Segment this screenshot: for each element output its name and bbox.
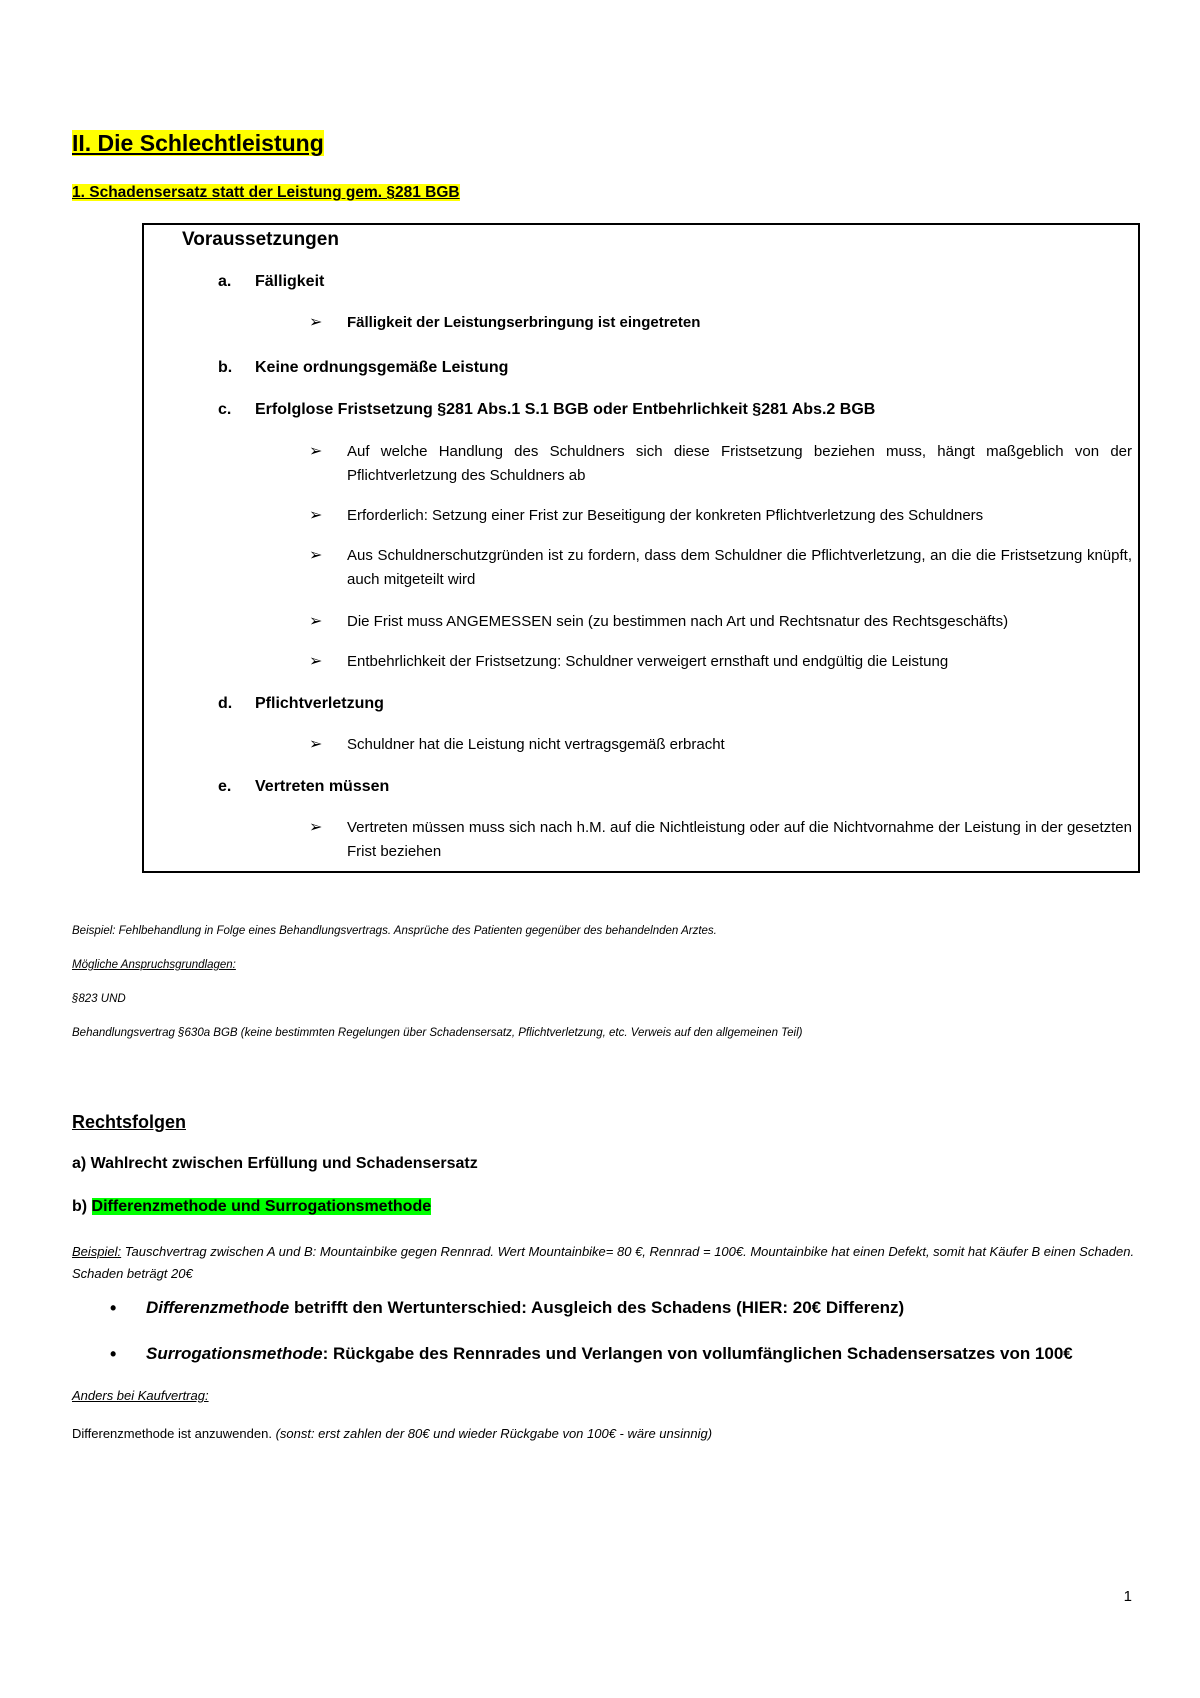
bullet-vertreten: ➢ Vertreten müssen muss sich nach h.M. auf die Nichtleistung oder auf die Nichtvornahme der Leistung in der gesetzten Frist beziehen <box>310 816 1132 864</box>
arrow-bullet-icon: ➢ <box>309 819 323 836</box>
page-number: 1 <box>1123 1588 1132 1605</box>
arrow-bullet-icon: ➢ <box>309 736 323 753</box>
label-d: Pflichtverletzung <box>255 695 384 712</box>
rechtsfolge-a: a) Wahlrecht zwischen Erfüllung und Schadensersatz <box>72 1155 478 1172</box>
bullet-dot-icon: • <box>110 1298 117 1318</box>
bullet-erforderlich: ➢ Erforderlich: Setzung einer Frist zur Beseitigung der konkreten Pflichtverletzung des Schuldners <box>310 504 1132 528</box>
bullet-vertragsgemaess: ➢ Schuldner hat die Leistung nicht vertragsgemäß erbracht <box>310 733 1132 757</box>
arrow-bullet-icon: ➢ <box>309 613 323 630</box>
marker-e: e. <box>218 778 232 795</box>
bullet-faelligkeit: ➢ Fälligkeit der Leistungserbringung ist eingetreten <box>310 311 1132 335</box>
bullet-angemessen: ➢ Die Frist muss ANGEMESSEN sein (zu bestimmen nach Art und Rechtsnatur des Rechtsgeschäfts) <box>310 610 1132 634</box>
grounds-label: Mögliche Anspruchsgrundlagen: <box>72 959 236 971</box>
arrow-bullet-icon: ➢ <box>309 314 323 331</box>
bullet-dot-icon: • <box>110 1344 117 1364</box>
marker-d: d. <box>218 695 233 712</box>
arrow-bullet-icon: ➢ <box>309 653 323 670</box>
marker-a: a. <box>218 273 232 290</box>
marker-c: c. <box>218 401 232 418</box>
ground-823: §823 UND <box>72 993 126 1005</box>
arrow-bullet-icon: ➢ <box>309 547 323 564</box>
label-b: Keine ordnungsgemäße Leistung <box>255 359 509 376</box>
label-a: Fälligkeit <box>255 273 325 290</box>
kaufvertrag-label: Anders bei Kaufvertrag: <box>72 1388 209 1403</box>
tausch-example: Beispiel: Tauschvertrag zwischen A und B: Mountainbike gegen Rennrad. Wert Mountainbike= 80 €, Rennrad = 100€. Mountainbike hat einen Defekt, somit hat Käufer B einen Schaden. Schaden beträgt 20€ <box>72 1244 1135 1281</box>
differenzmethode-line: Differenzmethode betrifft den Wertunterschied: Ausgleich des Schadens (HIER: 20€ Differenz) <box>146 1298 905 1317</box>
label-e: Vertreten müssen <box>255 778 390 795</box>
box-title: Voraussetzungen <box>182 229 339 250</box>
example-text: Beispiel: Fehlbehandlung in Folge eines Behandlungsvertrags. Ansprüche des Patienten gegenüber des behandelnden Arztes. <box>72 925 717 937</box>
page-heading: II. Die Schlechtleistung <box>72 130 324 156</box>
marker-b: b. <box>218 359 233 376</box>
rechtsfolge-b: b) Differenzmethode und Surrogationsmethode <box>72 1198 432 1215</box>
surrogationsmethode-line: Surrogationsmethode: Rückgabe des Rennrades und Verlangen von vollumfänglichen Schadensersatzes von 100€ <box>146 1344 1073 1363</box>
bullet-entbehrlichkeit: ➢ Entbehrlichkeit der Fristsetzung: Schuldner verweigert ernsthaft und endgültig die Leistung <box>310 650 1132 674</box>
label-c: Erfolglose Fristsetzung §281 Abs.1 S.1 BGB oder Entbehrlichkeit §281 Abs.2 BGB <box>255 401 876 418</box>
ground-630a: Behandlungsvertrag §630a BGB (keine bestimmten Regelungen über Schadensersatz, Pflichtverletzung, etc. Verweis auf den allgemeinen Teil) <box>72 1027 803 1039</box>
section-heading: 1. Schadensersatz statt der Leistung gem. §281 BGB <box>72 184 460 201</box>
rechtsfolgen-heading: Rechtsfolgen <box>72 1112 187 1132</box>
arrow-bullet-icon: ➢ <box>309 507 323 524</box>
kaufvertrag-text: Differenzmethode ist anzuwenden. (sonst: erst zahlen der 80€ und wieder Rückgabe von 100€ - wäre unsinnig) <box>72 1426 713 1441</box>
bullet-schuldnerschutz: ➢ Aus Schuldnerschutzgründen ist zu fordern, dass dem Schuldner die Pflichtverletzung, an die die Fristsetzung knüpft, auch mitgeteilt wird <box>310 544 1132 592</box>
bullet-handlung: ➢ Auf welche Handlung des Schuldners sich diese Fristsetzung beziehen muss, hängt maßgeblich von der Pflichtverletzung des Schuldners ab <box>310 440 1132 488</box>
arrow-bullet-icon: ➢ <box>309 443 323 460</box>
